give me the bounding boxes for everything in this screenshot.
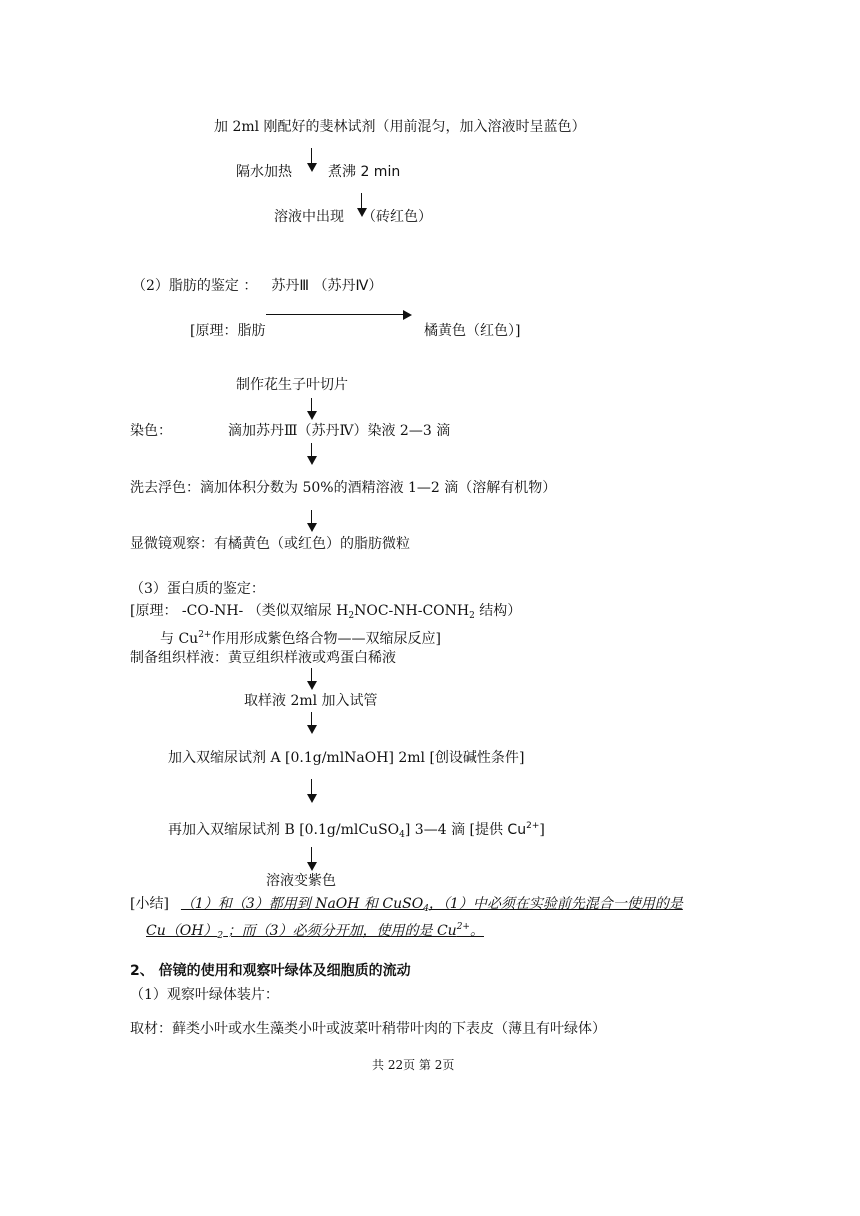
fehling-step1 xyxy=(214,118,586,136)
down-arrow-icon xyxy=(306,510,318,532)
boil-label: 煮沸 2 min xyxy=(328,164,401,180)
protein-prep: 制备组织样液：黄豆组织样液或鸡蛋白稀液 xyxy=(130,650,396,666)
section2-material xyxy=(130,1020,606,1038)
fehling-step1-note: 用前混匀，加入溶液时呈蓝色 xyxy=(389,119,572,135)
principle1-text-b: NOC-NH-CONH xyxy=(354,603,470,619)
reagent-a-text: 加入双缩尿试剂 A [0.1g/mlNaOH] 2ml [ xyxy=(168,750,435,766)
reagent-a-step xyxy=(168,749,524,767)
fat-principle-right xyxy=(424,322,520,340)
fehling-result-text: 溶液中出现 xyxy=(274,209,344,225)
fehling-result-open: （ xyxy=(362,209,376,225)
summary-text-2 xyxy=(146,923,484,939)
fat-step-slice: 制作花生子叶切片 xyxy=(236,377,348,393)
fat-heading xyxy=(132,277,382,295)
summary-line2 xyxy=(146,918,484,945)
down-arrow-icon xyxy=(306,668,318,690)
summary-line2-b: ；而（3）必须分开加，使用的是 Cu xyxy=(223,923,457,939)
section2-heading: 2、 倍镜的使用和观察叶绿体及细胞质的流动 xyxy=(130,963,411,979)
reagent-b-text-b: ] 3—4 滴 [ xyxy=(404,822,475,838)
summary-line2-sub: 2 xyxy=(217,931,224,941)
protein-heading xyxy=(130,580,265,598)
reagent-a-note: 创设碱性条件 xyxy=(434,750,519,766)
reagent-b-sub: 4 xyxy=(399,830,405,840)
protein-heading-text: 蛋白质的鉴定： xyxy=(166,581,265,597)
down-arrow-icon xyxy=(306,779,318,803)
stain-label: 染色： xyxy=(130,423,172,439)
wash-step xyxy=(130,479,556,497)
section2-sub1: （1）观察叶绿体装片： xyxy=(130,987,279,1003)
heat-label: 隔水加热 xyxy=(236,164,292,180)
protein-heading-num: （3） xyxy=(130,581,167,597)
fehling-result xyxy=(274,208,432,226)
down-arrow-icon xyxy=(306,712,318,734)
principle1-sub2: 2 xyxy=(469,611,475,621)
principle2-sup: 2+ xyxy=(198,630,212,640)
down-arrow-icon xyxy=(306,847,318,871)
fat-heading-text: （2）脂肪的鉴定 ： xyxy=(132,278,258,294)
fehling-step1-text: 加 2ml 刚配好的斐林试剂（ xyxy=(214,119,390,135)
protein-principle-line1 xyxy=(130,602,521,625)
protein-principle-line2 xyxy=(160,626,441,648)
principle2-text-b: 作用形成紫色络合物——双缩尿反应] xyxy=(211,631,441,647)
down-arrow-icon xyxy=(306,148,318,172)
protein-purple: 溶液变紫色 xyxy=(266,873,336,889)
summary-line1 xyxy=(130,895,683,918)
wash-step-close: ） xyxy=(542,480,557,496)
summary-line2-sup: 2+ xyxy=(456,922,470,932)
material-note: 薄且有叶绿体 xyxy=(508,1021,592,1037)
down-arrow-icon xyxy=(306,443,318,465)
summary-line1-b: ，（1）中必须在实验前先混合一使用的是 xyxy=(428,896,683,912)
material-close: ） xyxy=(592,1021,606,1037)
fehling-result-color: 砖红色 xyxy=(376,209,418,225)
fehling-step1-close: ） xyxy=(571,119,586,135)
reagent-b-step xyxy=(168,817,545,844)
observe-step: 显微镜观察：有橘黄色（或红色）的脂肪微粒 xyxy=(130,536,410,552)
summary-line1-a: （1）和（3）都用到 NaOH 和 CuSO xyxy=(180,896,424,912)
fat-principle-left: [原理：脂肪 xyxy=(190,323,266,339)
principle1-text-a: [原理： -CO-NH- （类似双缩尿 H xyxy=(130,603,349,619)
summary-line1-sub: 4 xyxy=(423,904,429,914)
fehling-result-close: ） xyxy=(418,209,432,225)
summary-line2-a: Cu（OH） xyxy=(146,923,218,939)
fat-principle-close: ）] xyxy=(508,323,521,339)
principle2-text-a: 与 Cu xyxy=(160,631,199,647)
summary-line2-c: 。 xyxy=(469,923,484,939)
reagent-b-text: 再加入双缩尿试剂 B [0.1g/mlCuSO xyxy=(168,822,400,838)
principle1-text-c: 结构） xyxy=(474,603,522,619)
stain-text: 滴加苏丹Ⅲ（苏丹Ⅳ）染液 2—3 滴 xyxy=(228,423,451,439)
principle1-sub1: 2 xyxy=(348,611,355,621)
down-arrow-icon xyxy=(306,398,318,420)
page-footer: 共 22页 第 2页 xyxy=(372,1058,455,1072)
wash-step-text: 洗去浮色：滴加体积分数为 50%的酒精溶液 1—2 滴（ xyxy=(130,480,473,496)
material-text: 取材：藓类小叶或水生藻类小叶或波菜叶稍带叶肉的下表皮（ xyxy=(130,1021,508,1037)
protein-sample: 取样液 2ml 加入试管 xyxy=(244,693,378,709)
right-arrow-icon xyxy=(266,310,412,320)
summary-text-1 xyxy=(181,896,683,912)
fat-principle-color: 红色 xyxy=(480,323,508,339)
reagent-b-close: ] xyxy=(539,822,545,838)
wash-step-note: 溶解有机物 xyxy=(472,480,543,496)
reagent-b-sup: 2+ xyxy=(526,821,540,831)
summary-label: [小结] xyxy=(130,896,169,912)
reagent-a-close: ] xyxy=(518,750,525,766)
fat-heading-reagent: 苏丹Ⅲ （苏丹Ⅳ） xyxy=(271,278,383,294)
reagent-b-note: 提供 Cu xyxy=(474,822,527,838)
fat-principle-result: 橘黄色（ xyxy=(424,323,480,339)
